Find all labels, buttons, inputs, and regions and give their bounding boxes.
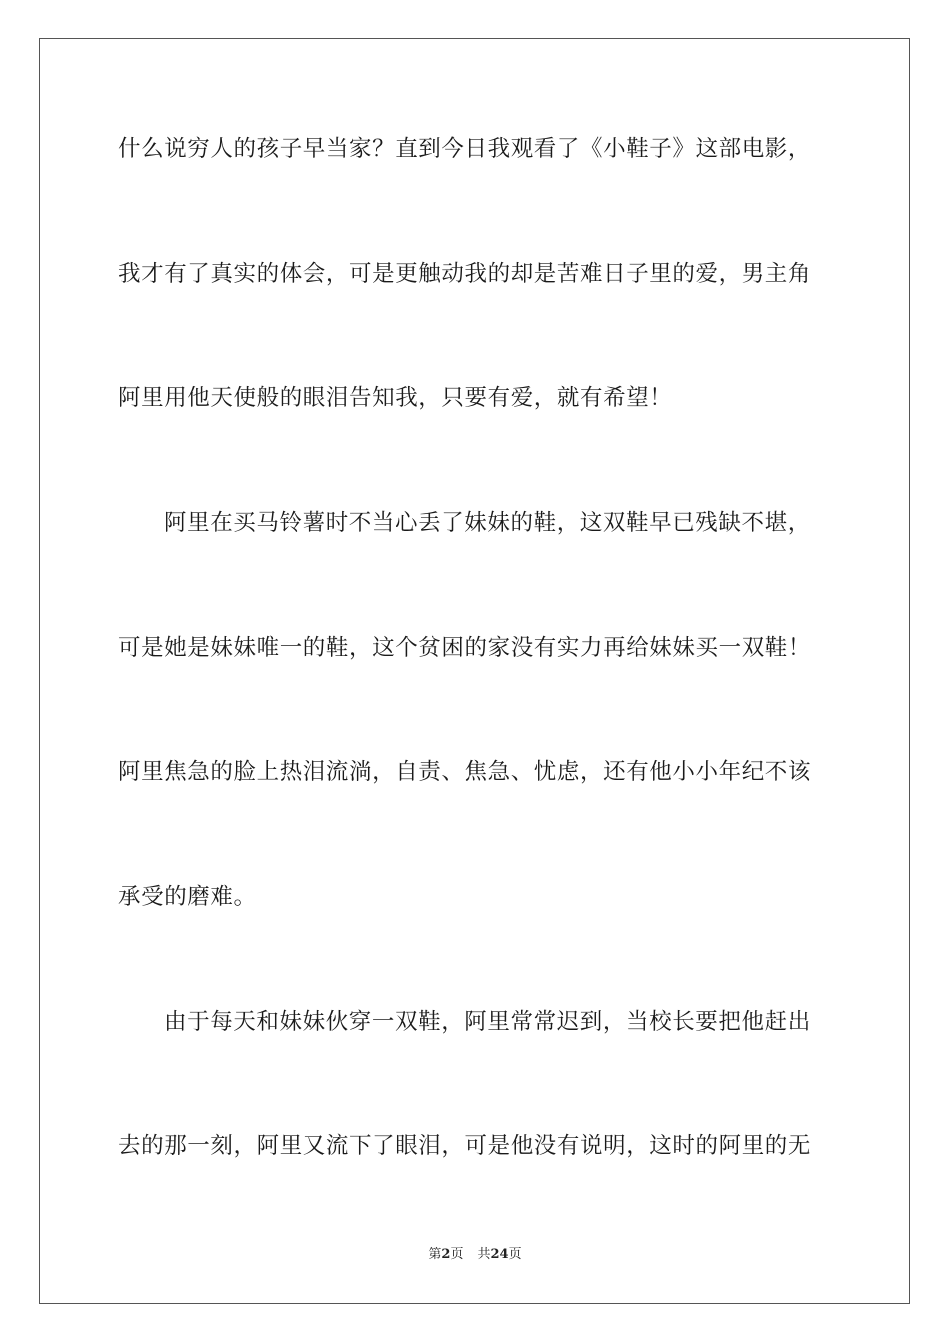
page-prefix: 第	[428, 1247, 442, 1262]
body-line-4-paragraph-start: 阿里在买马铃薯时不当心丢了妹妹的鞋，这双鞋早已残缺不堪，	[164, 510, 811, 536]
body-line-7: 承受的磨难。	[118, 884, 257, 910]
page-number: 2	[441, 1247, 451, 1262]
body-line-2: 我才有了真实的体会，可是更触动我的却是苦难日子里的爱，男主角	[118, 261, 812, 287]
total-prefix: 共	[477, 1247, 491, 1262]
body-line-6: 阿里焦急的脸上热泪流淌，自责、焦急、忧虑，还有他小小年纪不该	[118, 759, 812, 785]
body-line-8-paragraph-start: 由于每天和妹妹伙穿一双鞋，阿里常常迟到，当校长要把他赶出	[164, 1009, 811, 1035]
body-line-5: 可是她是妹妹唯一的鞋，这个贫困的家没有实力再给妹妹买一双鞋！	[118, 635, 812, 661]
body-line-3: 阿里用他天使般的眼泪告知我，只要有爱，就有希望！	[118, 385, 673, 411]
body-line-9: 去的那一刻，阿里又流下了眼泪，可是他没有说明，这时的阿里的无	[118, 1133, 812, 1159]
page-footer	[0, 1246, 950, 1264]
total-pages: 24	[490, 1247, 509, 1262]
page-border	[39, 38, 910, 1304]
total-suffix: 页	[508, 1247, 522, 1262]
body-line-1: 什么说穷人的孩子早当家？直到今日我观看了《小鞋子》这部电影，	[118, 136, 812, 162]
page-suffix: 页	[450, 1247, 464, 1262]
